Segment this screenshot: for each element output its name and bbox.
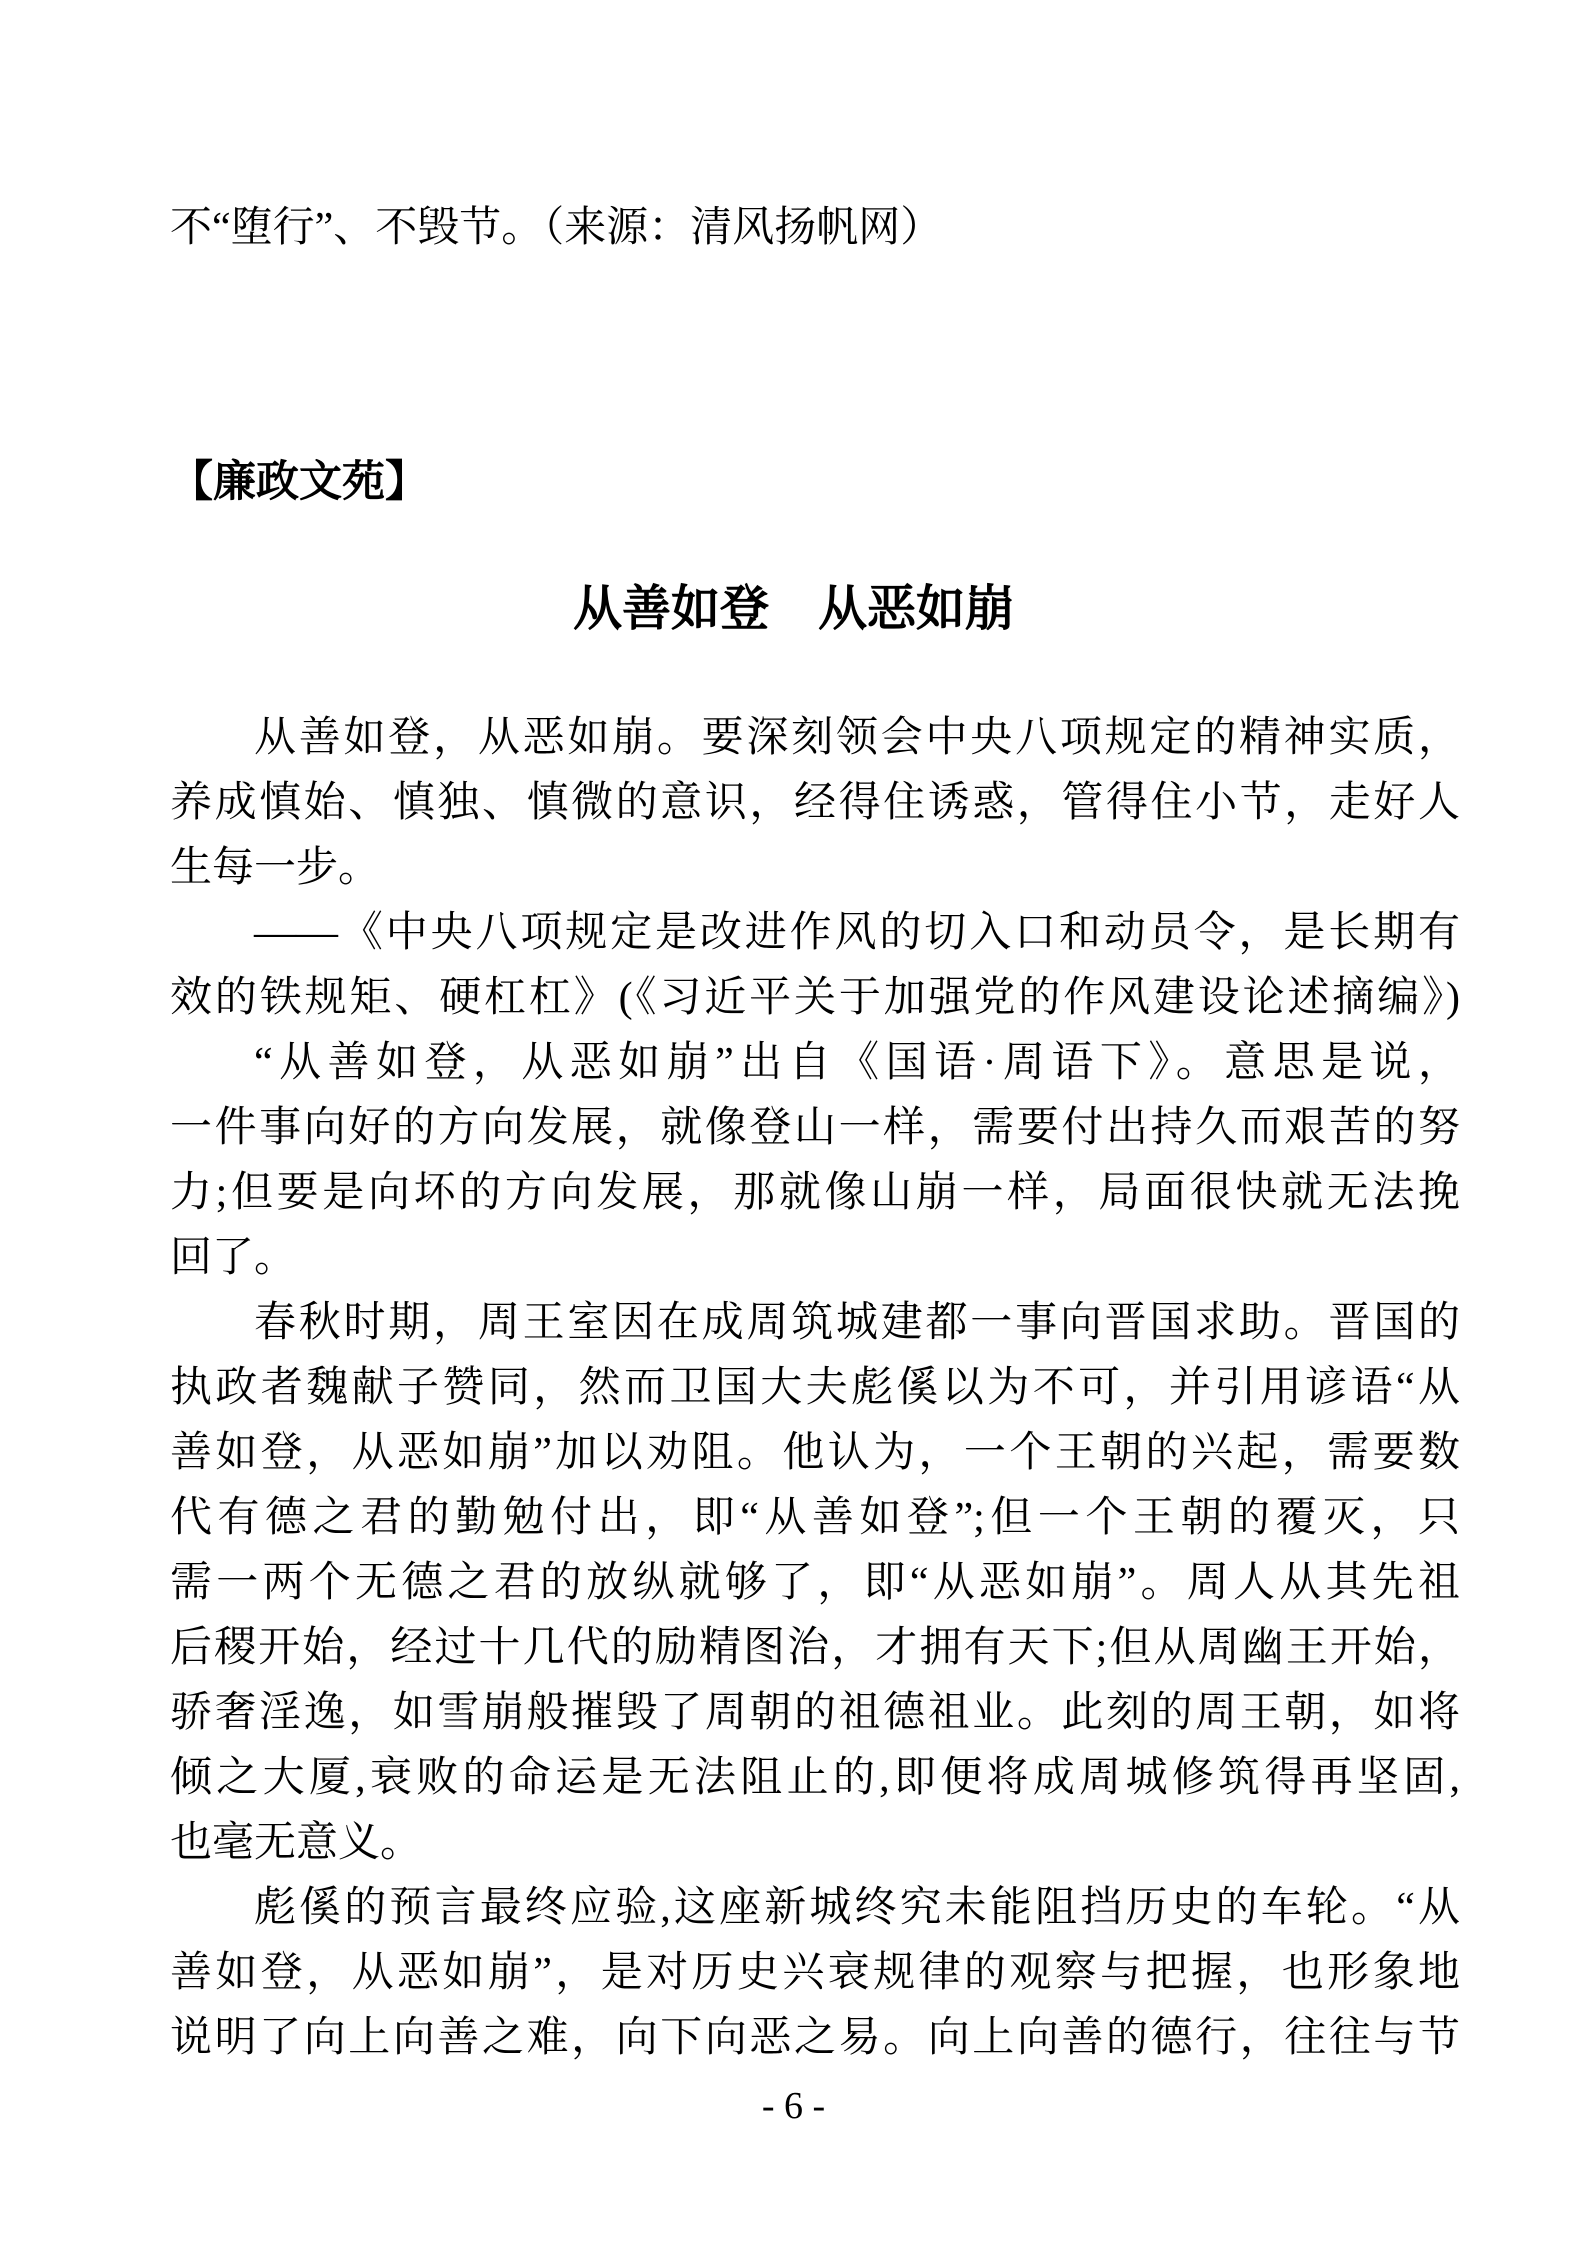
body-line: 执政者魏献子赞同，然而卫国大夫彪傒以为不可，并引用谚语“从	[170, 1365, 1460, 1411]
section-header: 【廉政文苑】	[170, 459, 428, 506]
article-body	[170, 706, 1460, 2071]
body-line: 回了。	[170, 1235, 297, 1281]
body-line: 善如登，从恶如崩”加以劝阻。他认为，一个王朝的兴起，需要数	[170, 1430, 1460, 1476]
continuation-paragraph-line: 不“堕行”、不毁节。（来源：清风扬帆网）	[170, 205, 943, 251]
article-title: 从善如登 从恶如崩	[572, 581, 1014, 636]
body-line: 从善如登，从恶如崩。要深刻领会中央八项规定的精神实质，	[254, 715, 1460, 761]
body-line: 说明了向上向善之难，向下向恶之易。向上向善的德行，往往与节	[170, 2015, 1460, 2061]
body-line: 效的铁规矩、硬杠杠》(《习近平关于加强党的作风建设论述摘编》)	[170, 975, 1460, 1021]
body-line: 生每一步。	[170, 845, 381, 891]
body-line: 后稷开始，经过十几代的励精图治，才拥有天下;但从周幽王开始，	[170, 1625, 1460, 1671]
body-line: 需一两个无德之君的放纵就够了，即“从恶如崩”。周人从其先祖	[170, 1560, 1460, 1606]
body-line: 养成慎始、慎独、慎微的意识，经得住诱惑，管得住小节，走好人	[170, 780, 1460, 826]
body-line: 倾之大厦,衰败的命运是无法阻止的,即便将成周城修筑得再坚固,	[170, 1755, 1460, 1801]
body-line: ——《中央八项规定是改进作风的切入口和动员令，是长期有	[254, 910, 1460, 956]
body-line: 春秋时期，周王室因在成周筑城建都一事向晋国求助。晋国的	[254, 1300, 1460, 1346]
body-line: 一件事向好的方向发展，就像登山一样，需要付出持久而艰苦的努	[170, 1105, 1460, 1151]
body-line: 力;但要是向坏的方向发展，那就像山崩一样，局面很快就无法挽	[170, 1170, 1460, 1216]
body-line: 善如登，从恶如崩”，是对历史兴衰规律的观察与把握，也形象地	[170, 1950, 1460, 1996]
body-line: 骄奢淫逸，如雪崩般摧毁了周朝的祖德祖业。此刻的周王朝，如将	[170, 1690, 1460, 1736]
body-line: 代有德之君的勤勉付出，即“从善如登”;但一个王朝的覆灭，只	[170, 1495, 1460, 1541]
body-line: 也毫无意义。	[170, 1820, 423, 1866]
body-line: “从善如登，从恶如崩”出自《国语·周语下》。意思是说，	[254, 1040, 1460, 1086]
page-number: - 6 -	[761, 2085, 826, 2127]
body-line: 彪傒的预言最终应验,这座新城终究未能阻挡历史的车轮。“从	[254, 1885, 1460, 1931]
